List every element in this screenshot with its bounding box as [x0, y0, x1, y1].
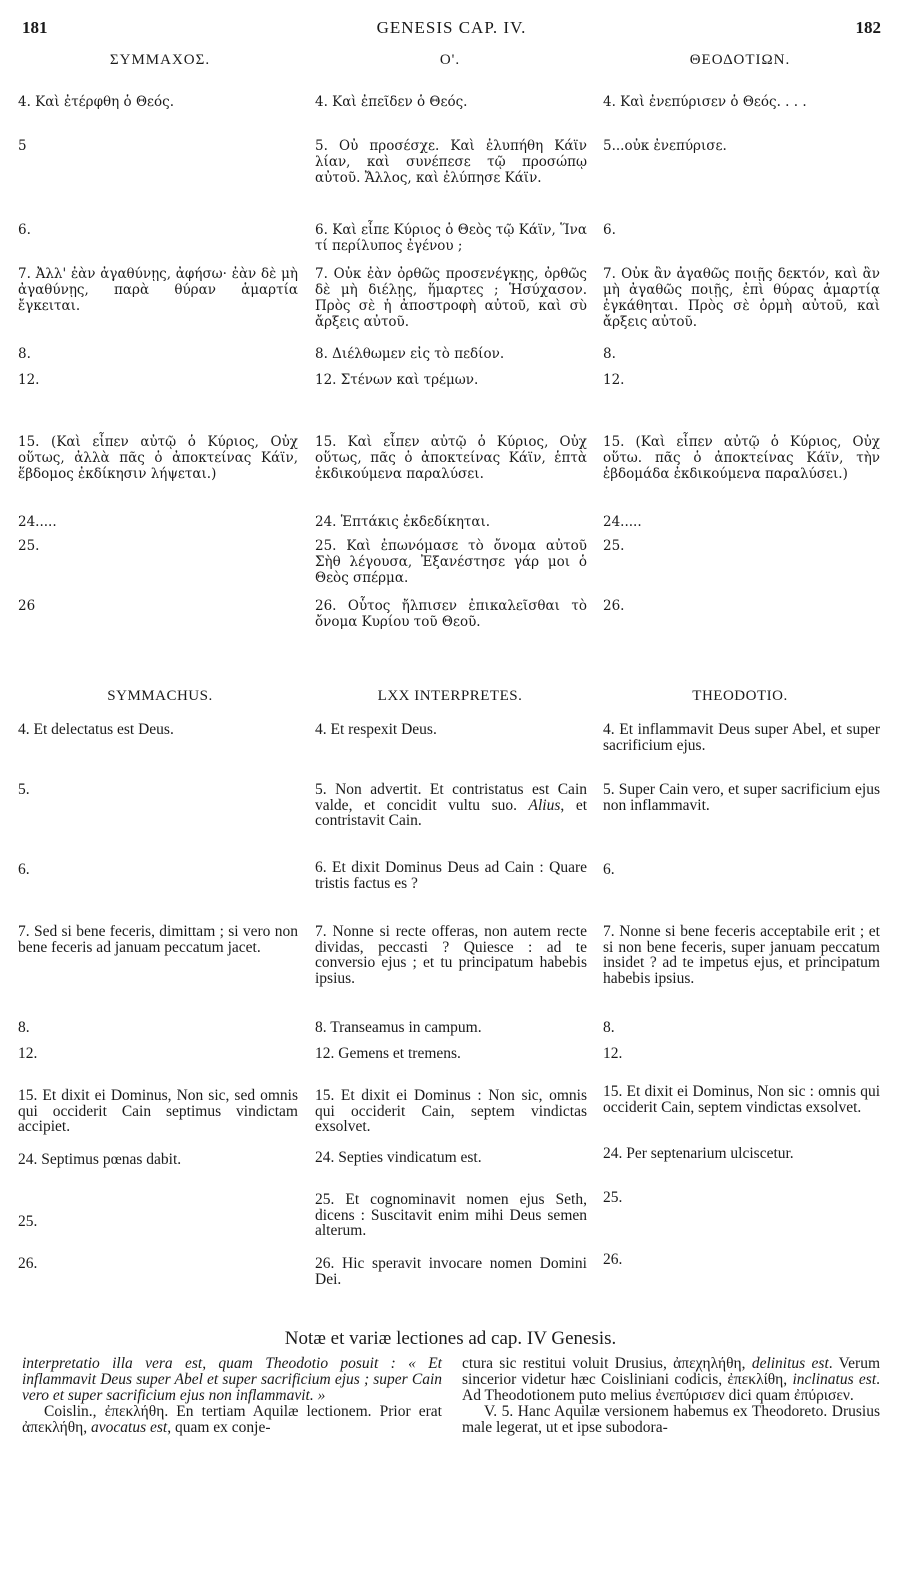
note-right-para-1	[462, 1356, 880, 1404]
latin-head-lxx: LXX INTERPRETES.	[377, 688, 523, 704]
greek-lxx-v6: 6. Καὶ εἶπε Κύριος ὁ Θεὸς τῷ Κάϊν, Ἵνα τί περίλυπος ἐγένου ;	[315, 222, 587, 254]
greek-theo-v7: 7. Οὐκ ἂν ἀγαθῶς ποιῇς δεκτόν, καὶ ἂν μὴ ἀγαθῶς ποιῇς, ἐπὶ θύρας ἁμαρτίᾳ ἐγκάθηται. Πρὸς σὲ ὁρμὴ αὐτοῦ, καὶ ἄρξεις αὐτοῦ.	[603, 266, 880, 330]
greek-theo-v6: 6.	[603, 222, 616, 238]
greek-theo-v12: 12.	[603, 372, 625, 388]
latin-sym-v6: 6.	[18, 861, 30, 878]
greek-lxx-v24: 24. Ἑπτάκις ἐκδεδίκηται.	[315, 514, 491, 530]
note-left-para-1: interpretatio illa vera est, quam Theodotio posuit : « Et inflammavit Deus super Abel et super sacrificium ejus ; super Cain vero et super sacrificium ejus non inflammavit. »	[22, 1355, 442, 1404]
greek-lxx-v5: 5. Οὐ προσέσχε. Καὶ ἐλυπήθη Κάϊν λίαν, καὶ συνέπεσε τῷ προσώπῳ αὐτοῦ. Ἄλλος, καὶ ἐλύπησε Κάϊν.	[315, 138, 587, 186]
greek-sym-v25: 25.	[18, 538, 40, 554]
latin-theo-v4: 4. Et inflammavit Deus super Abel, et super sacrificium ejus.	[603, 721, 880, 754]
greek-sym-v8: 8.	[18, 346, 31, 362]
greek-theo-v4: 4. Καὶ ἐνεπύρισεν ὁ Θεός. . . .	[603, 94, 807, 110]
note-right-para-1-a: ctura sic restitui voluit Drusius, ἀπεχηλήθη,	[462, 1355, 752, 1372]
greek-head-theodotion: ΘΕΟΔΟΤΙΩΝ.	[689, 52, 791, 68]
greek-lxx-v15: 15. Καὶ εἶπεν αὐτῷ ὁ Κύριος, Οὐχ οὕτως, πᾶς ὁ ἀποκτείνας Κάϊν, ἑπτὰ ἐκδικούμενα παραλύσει.	[315, 434, 587, 482]
greek-lxx-v7: 7. Οὐκ ἐὰν ὀρθῶς προσενέγκῃς, ὀρθῶς δὲ μὴ διέλῃς, ἥμαρτες ; Ἡσύχασον. Πρὸς σὲ ἡ ἀποστροφὴ αὐτοῦ, καὶ σὺ ἄρξεις αὐτοῦ.	[315, 266, 587, 330]
latin-sym-v12: 12.	[18, 1045, 38, 1062]
greek-theo-v15: 15. (Καὶ εἶπεν αὐτῷ ὁ Κύριος, Οὐχ οὕτω. πᾶς ὁ ἀποκτείνας Κάϊν, τὴν ἑβδομάδα ἐκδικούμενα παραλύσει.)	[603, 434, 880, 482]
notes-right-column	[462, 1356, 880, 1436]
latin-head-symmachus: SYMMACHUS.	[107, 688, 213, 704]
greek-lxx-v4: 4. Καὶ ἐπεῖδεν ὁ Θεός.	[315, 94, 468, 110]
latin-lxx-v25: 25. Et cognominavit nomen ejus Seth, dicens : Suscitavit enim mihi Deus semen alterum.	[315, 1191, 587, 1239]
latin-lxx-v5-a: 5. Non advertit. Et contristatus est Cain valde, et concidit vultu suo.	[315, 781, 587, 814]
latin-theo-v24: 24. Per septenarium ulciscetur.	[603, 1145, 794, 1162]
greek-sym-v26: 26	[18, 598, 36, 614]
notes-title: Notæ et variæ lectiones ad cap. IV Genesis.	[284, 1328, 617, 1349]
latin-lxx-v15: 15. Et dixit ei Dominus : Non sic, omnis qui occiderit Cain, septem vindictas exsolvet.	[315, 1087, 587, 1135]
note-right-para-1-it2: inclinatus est	[792, 1371, 877, 1388]
greek-lxx-v8: 8. Διέλθωμεν εἰς τὸ πεδίον.	[315, 346, 505, 362]
running-head	[22, 18, 881, 42]
latin-theo-v7: 7. Nonne si bene feceris acceptabile erit ; et si non bene feceris, super januam peccatum insidet ? ad te impetus ejus, et principatum habebis ipsius.	[603, 923, 880, 987]
latin-theo-v8: 8.	[603, 1019, 615, 1036]
latin-sym-v8: 8.	[18, 1019, 30, 1036]
greek-theo-v25: 25.	[603, 538, 625, 554]
note-right-para-1-c: . Ad Theodotionem puto melius ἐνεπύρισεν dici quam ἐπύρισεν.	[462, 1371, 881, 1404]
latin-theo-v25: 25.	[603, 1189, 623, 1206]
latin-lxx-v6: 6. Et dixit Dominus Deus ad Cain : Quare tristis factus es ?	[315, 859, 587, 892]
greek-sym-v4: 4. Καὶ ἐτέρφθη ὁ Θεός.	[18, 94, 175, 110]
latin-theo-v12: 12.	[603, 1045, 623, 1062]
latin-sym-v26: 26.	[18, 1255, 38, 1272]
greek-sym-v12: 12.	[18, 372, 40, 388]
greek-theo-v26: 26.	[603, 598, 625, 614]
greek-lxx-v12: 12. Στένων καὶ τρέμων.	[315, 372, 479, 388]
page-number-left: 181	[22, 18, 48, 37]
latin-lxx-v5	[315, 782, 587, 829]
note-left-para-2-a: Coislin., ἐπεκλήθη. En tertiam Aquilæ lectionem. Prior erat ἀπεκλήθη,	[22, 1403, 442, 1436]
latin-lxx-v7: 7. Nonne si recte offeras, non autem recte dividas, peccasti ? Quiesce : ad te conversio ejus ; et tu principatum habebis ipsius.	[315, 923, 587, 987]
greek-sym-v5: 5	[18, 138, 27, 154]
latin-sym-v25: 25.	[18, 1213, 38, 1230]
latin-lxx-v26: 26. Hic speravit invocare nomen Domini Dei.	[315, 1255, 587, 1288]
latin-lxx-v12: 12. Gemens et tremens.	[315, 1045, 461, 1062]
latin-sym-v24: 24. Septimus pœnas dabit.	[18, 1151, 182, 1168]
note-right-para-1-b: . Verum sincerior videtur hæc Coisliniani codicis, ἐπεκλίθη,	[462, 1355, 880, 1388]
latin-theo-v26: 26.	[603, 1251, 623, 1268]
latin-theo-v6: 6.	[603, 861, 615, 878]
note-right-para-1-it1: delinitus est	[751, 1355, 829, 1372]
latin-sym-v4: 4. Et delectatus est Deus.	[18, 721, 174, 738]
greek-sym-v7: 7. Ἀλλ' ἐὰν ἀγαθύνῃς, ἀφήσω· ἐὰν δὲ μὴ ἀγαθύνῃς, παρὰ θύραν ἁμαρτία ἔγκειται.	[18, 266, 298, 314]
note-left-para-2-b: , quam ex conje-	[167, 1419, 271, 1436]
greek-lxx-v26: 26. Οὗτος ἤλπισεν ἐπικαλεῖσθαι τὸ ὄνομα Κυρίου τοῦ Θεοῦ.	[315, 598, 587, 630]
greek-theo-v24: 24.....	[603, 514, 642, 530]
note-right-para-2: V. 5. Hanc Aquilæ versionem habemus ex Theodoreto. Drusius male legerat, ut et ipse subodora-	[462, 1403, 880, 1436]
running-title: GENESIS CAP. IV.	[376, 18, 527, 37]
greek-sym-v6: 6.	[18, 222, 31, 238]
note-left-para-2-it: avocatus est	[91, 1419, 168, 1436]
latin-lxx-v5-alius: Alius	[528, 796, 561, 814]
greek-theo-v5: 5...οὐκ ἐνεπύρισε.	[603, 138, 727, 154]
latin-sym-v5: 5.	[18, 781, 30, 798]
greek-sym-v24: 24.....	[18, 514, 57, 530]
page-number-right: 182	[855, 18, 881, 37]
note-left-para-2	[22, 1404, 442, 1436]
latin-lxx-v5-b: , et contristavit Cain.	[315, 796, 588, 829]
notes-left-column	[22, 1356, 442, 1436]
greek-head-lxx: Ο'.	[439, 52, 461, 68]
greek-sym-v15: 15. (Καὶ εἶπεν αὐτῷ ὁ Κύριος, Οὐχ οὕτως, ἀλλὰ πᾶς ὁ ἀποκτείνας Κάϊν, ἕβδομος ἐκδίκησιν λήψεται.)	[18, 434, 298, 482]
latin-lxx-v24: 24. Septies vindicatum est.	[315, 1149, 482, 1166]
latin-lxx-v8: 8. Transeamus in campum.	[315, 1019, 482, 1036]
latin-sym-v7: 7. Sed si bene feceris, dimittam ; si vero non bene feceris ad januam peccatum jacet.	[18, 923, 298, 956]
greek-lxx-v25: 25. Καὶ ἐπωνόμασε τὸ ὄνομα αὐτοῦ Σὴθ λέγουσα, Ἐξανέστησε γάρ μοι ὁ Θεὸς σπέρμα.	[315, 538, 587, 586]
greek-theo-v8: 8.	[603, 346, 616, 362]
latin-lxx-v4: 4. Et respexit Deus.	[315, 721, 437, 738]
latin-theo-v5: 5. Super Cain vero, et super sacrificium ejus non inflammavit.	[603, 781, 880, 814]
latin-theo-v15: 15. Et dixit ei Dominus, Non sic : omnis qui occiderit Cain, septem vindictas exsolvet.	[603, 1083, 880, 1116]
latin-head-theodotion: THEODOTIO.	[692, 688, 788, 704]
greek-head-symmachus: ΣΥΜΜΑΧΟΣ.	[109, 52, 211, 68]
latin-sym-v15: 15. Et dixit ei Dominus, Non sic, sed omnis qui occiderit Cain septimus vindictam accipiet.	[18, 1087, 298, 1135]
